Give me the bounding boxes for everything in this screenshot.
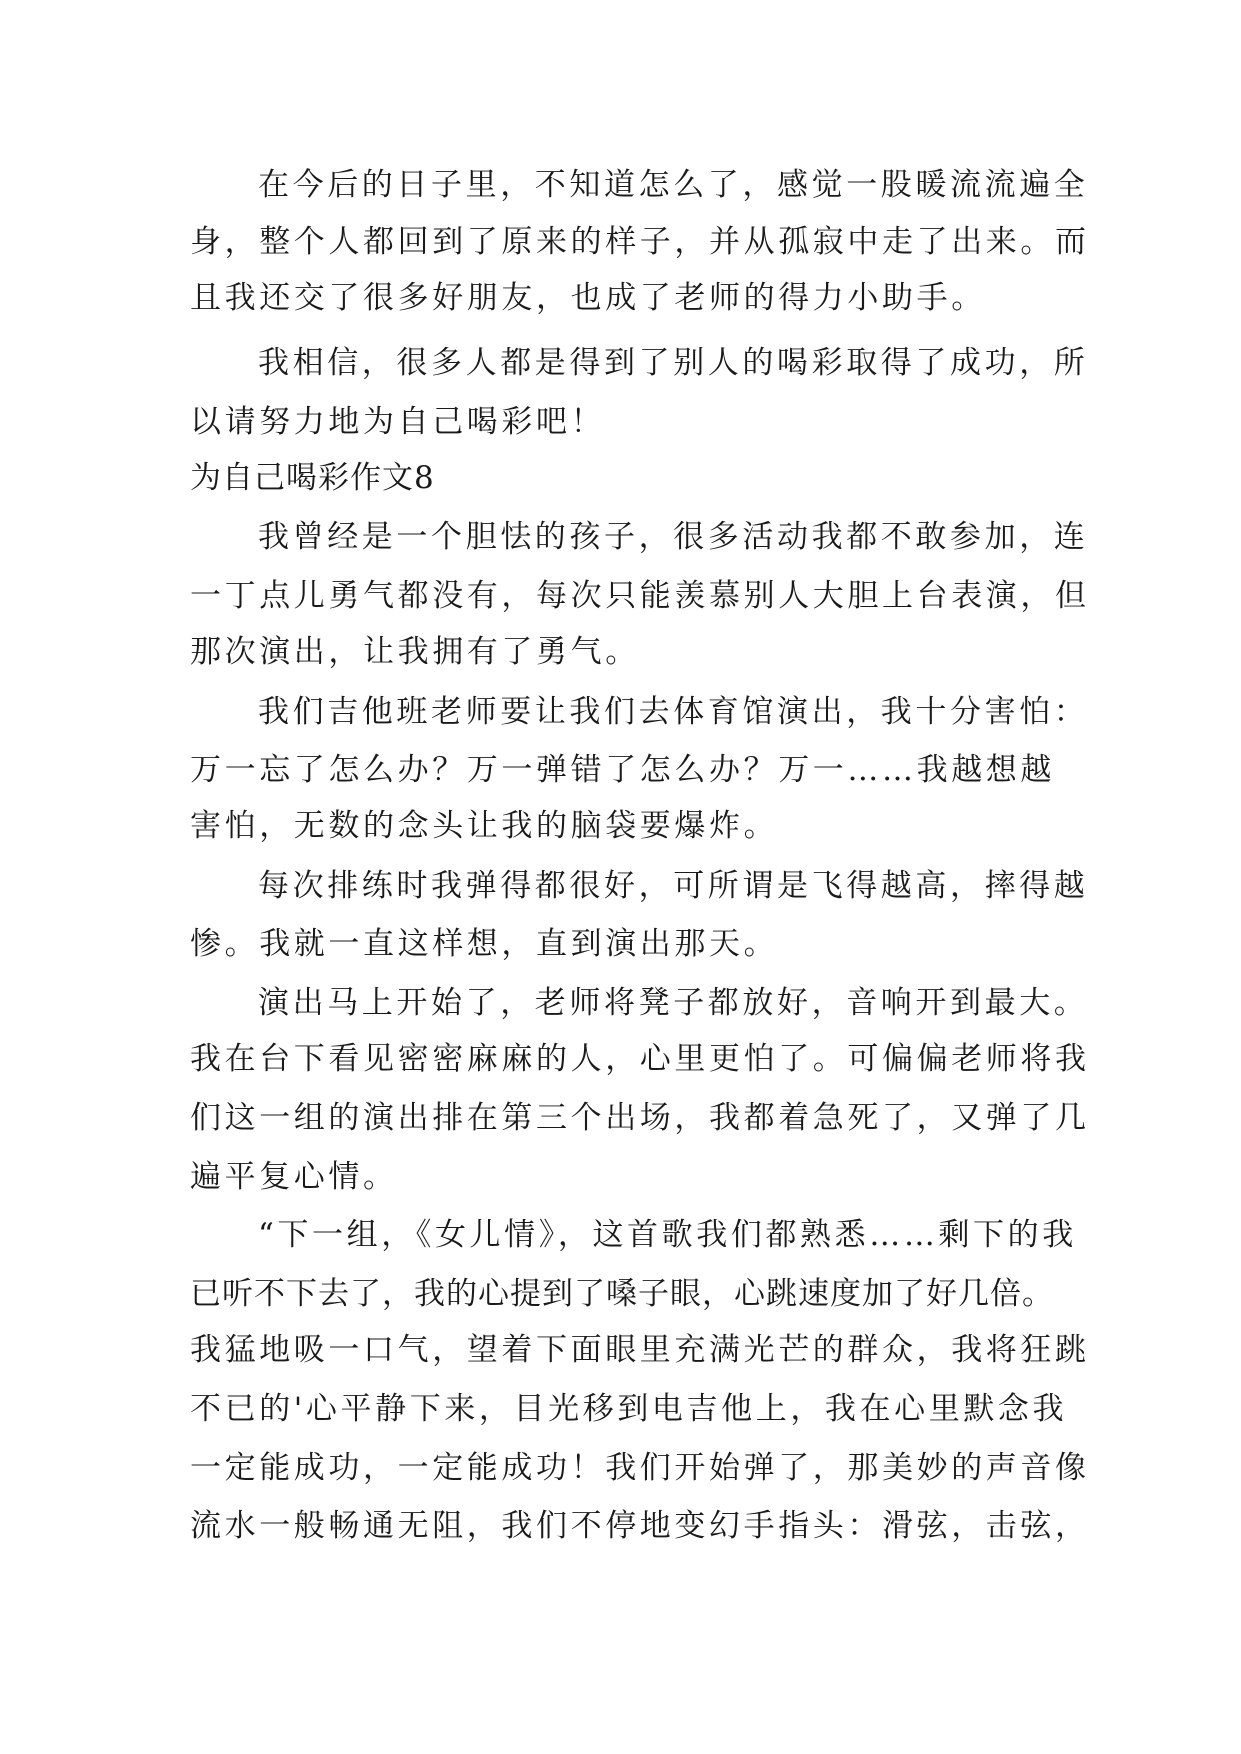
paragraph-line-23: 一定能成功，一定能成功！我们开始弹了，那美妙的声音像 xyxy=(190,1450,1090,1486)
paragraph-line-21: 我猛地吸一口气，望着下面眼里充满光芒的群众，我将狂跳 xyxy=(190,1332,1090,1368)
paragraph-line-1: 在今后的日子里，不知道怎么了，感觉一股暖流流遍全 xyxy=(258,167,1089,203)
paragraph-line-9: 那次演出，让我拥有了勇气。 xyxy=(190,634,640,670)
paragraph-line-13: 每次排练时我弹得都很好，可所谓是飞得越高，摔得越 xyxy=(258,868,1089,904)
paragraph-line-7: 我曾经是一个胆怯的孩子，很多活动我都不敢参加，连 xyxy=(258,519,1089,555)
paragraph-line-17: 们这一组的演出排在第三个出场，我都着急死了，又弹了几 xyxy=(190,1100,1090,1136)
paragraph-line-2: 身，整个人都回到了原来的样子，并从孤寂中走了出来。而 xyxy=(190,224,1090,260)
paragraph-line-4: 我相信，很多人都是得到了别人的喝彩取得了成功，所 xyxy=(258,345,1089,381)
paragraph-line-15: 演出马上开始了，老师将凳子都放好，音响开到最大。 xyxy=(258,985,1089,1021)
paragraph-line-22: 不已的'心平静下来，目光移到电吉他上，我在心里默念我 xyxy=(190,1391,1068,1427)
section-title: 为自己喝彩作文8 xyxy=(190,460,435,496)
paragraph-line-5: 以请努力地为自己喝彩吧！ xyxy=(190,404,606,440)
paragraph-line-3: 且我还交了很多好朋友，也成了老师的得力小助手。 xyxy=(190,280,986,316)
paragraph-line-24: 流水一般畅通无阻，我们不停地变幻手指头：滑弦，击弦， xyxy=(190,1508,1090,1544)
paragraph-line-14: 惨。我就一直这样想，直到演出那天。 xyxy=(190,926,779,962)
paragraph-line-20: 已听不下去了，我的心提到了嗓子眼，心跳速度加了好几倍。 xyxy=(190,1276,1054,1312)
paragraph-line-12: 害怕，无数的念头让我的脑袋要爆炸。 xyxy=(190,808,779,844)
paragraph-line-18: 遍平复心情。 xyxy=(190,1159,398,1195)
paragraph-line-11: 万一忘了怎么办？万一弹错了怎么办？万一……我越想越 xyxy=(190,752,1055,788)
paragraph-line-16: 我在台下看见密密麻麻的人，心里更怕了。可偏偏老师将我 xyxy=(190,1041,1090,1077)
paragraph-line-19: “下一组，《女儿情》，这首歌我们都熟悉……剩下的我 xyxy=(258,1217,1077,1253)
paragraph-line-8: 一丁点儿勇气都没有，每次只能羡慕别人大胆上台表演，但 xyxy=(190,578,1090,614)
paragraph-line-10: 我们吉他班老师要让我们去体育馆演出，我十分害怕： xyxy=(258,694,1089,730)
